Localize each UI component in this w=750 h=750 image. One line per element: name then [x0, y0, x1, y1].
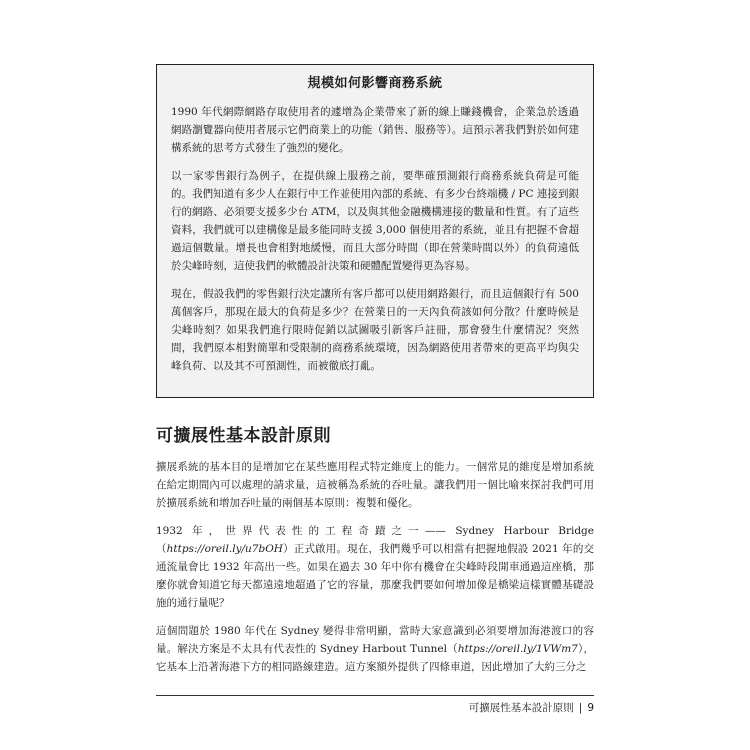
body-paragraph-3-text-b: ），它基本上沿著海港下方的相同路線建造。這方案額外提供了四條車道，因此增加了大約三分之	[156, 643, 594, 673]
sidebar-paragraph-3: 現在，假設我們的零售銀行決定讓所有客戶都可以使用網路銀行，而且這個銀行有 500 萬個客戶，那現在最大的負荷是多少？在營業日的一天內負荷該如何分散？什麼時候是尖峰時刻？如果我們進行限時促銷以試圖吸引新客戶註冊，那會發生什麼情況？突然間，我們原本相對簡單和受限制的商務系統環境，因為網路使用者帶來的更高平均與尖峰負荷、以及其不可預測性，而被徹底打亂。	[171, 288, 579, 372]
body-paragraph-2-text-b: ）正式啟用。現在，我們幾乎可以相當有把握地假設 2021 年的交通流量會比 1932 年高出一些。如果在過去 30 年中你有機會在尖峰時段開車通過這座橋，那麼你就會知道它每天都遠遠地超過了它的容量，那麼我們要如何增加像是橋梁這樣實體基礎設施的通行量呢？	[156, 543, 594, 609]
body-paragraph-3-text-a: 這個問題於 1980 年代在 Sydney 變得非常明顯，當時大家意識到必須要增加海港渡口的容量。解決方案是不太具有代表性的 Sydney Harbout Tunnel（	[156, 625, 594, 655]
footer-divider	[156, 695, 594, 696]
page-number: 9	[587, 702, 594, 714]
body-paragraph-1: 擴展系統的基本目的是增加它在某些應用程式特定維度上的能力。一個常見的維度是增加系統在給定期間內可以處理的請求量，這被稱為系統的吞吐量。讓我們用一個比喻來探討我們可用於擴展系統和增加吞吐量的兩個基本原則：複製和優化。	[156, 461, 594, 509]
body-paragraph-2	[156, 522, 594, 612]
footer-chapter-title: 可擴展性基本設計原則	[468, 702, 574, 714]
sydney-bridge-link[interactable]: https://oreil.ly/u7bOH	[166, 543, 283, 555]
body-text	[156, 458, 594, 686]
sidebar-title: 規模如何影響商務系統	[307, 76, 443, 91]
sidebar-paragraph-2: 以一家零售銀行為例子，在提供線上服務之前，要準確預測銀行商務系統負荷是可能的。我們知道有多少人在銀行中工作並使用內部的系統、有多少台終端機 / PC 連接到銀行的網路、必須要支援多少台 ATM，以及與其他金融機構連接的數量和性質。有了這些資料，我們就可以建構像是最多能同時支援 3,000 個使用者的系統，並且有把握不會超過這個數量。增長也會相對地緩慢，而且大部分時間（即在營業時間以外）的負荷遠低於尖峰時刻，這使我們的軟體設計決策和硬體配置變得更為容易。	[171, 170, 579, 272]
sidebar-box	[156, 64, 594, 398]
footer-separator: |	[578, 702, 583, 714]
sidebar-paragraph-1: 1990 年代網際網路存取使用者的遽增為企業帶來了新的線上賺錢機會，企業急於透過網路瀏覽器向使用者展示它們商業上的功能（銷售、服務等）。這預示著我們對於如何建構系統的思考方式發生了強烈的變化。	[171, 106, 579, 154]
sydney-tunnel-link[interactable]: https://oreil.ly/1VWm7	[457, 643, 578, 655]
section-heading: 可擴展性基本設計原則	[156, 426, 331, 446]
body-paragraph-3	[156, 622, 594, 676]
page-footer	[469, 700, 594, 716]
body-paragraph-2-text-a: 1932 年，世界代表性的工程奇蹟之一—— Sydney Harbour Bridge（	[156, 525, 594, 555]
